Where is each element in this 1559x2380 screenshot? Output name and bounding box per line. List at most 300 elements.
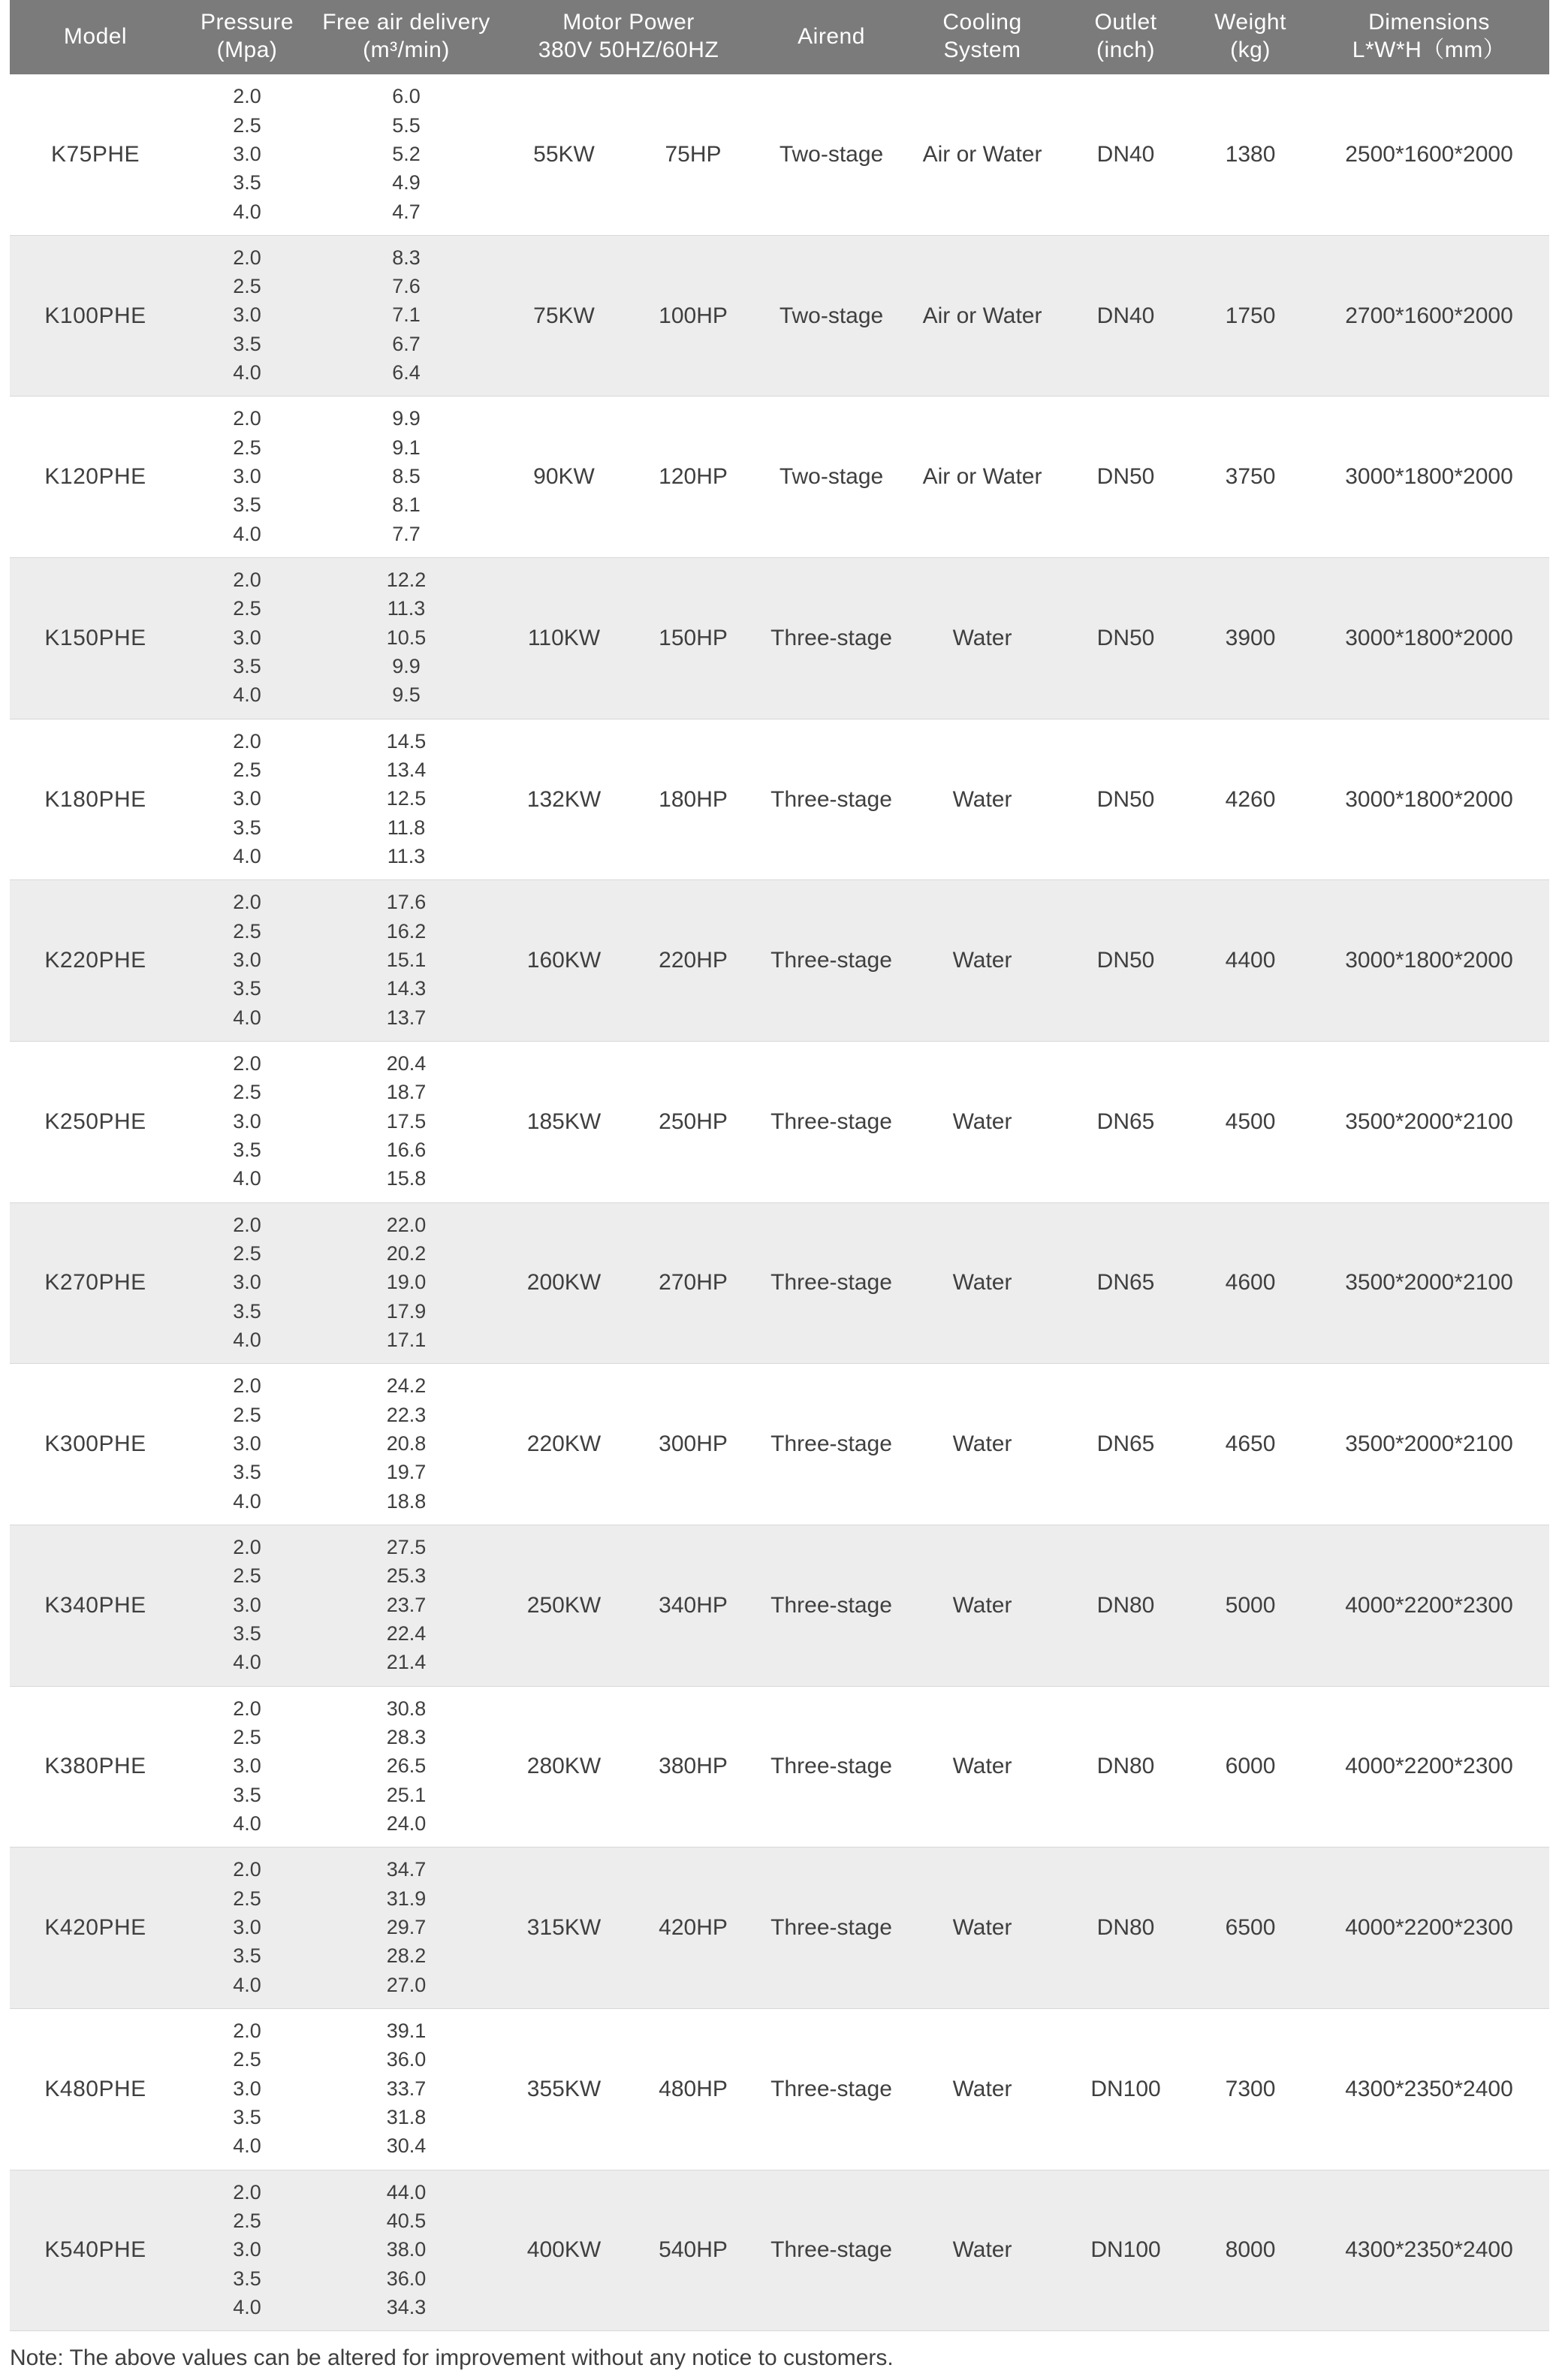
motor-hp-value: 75HP <box>665 142 722 167</box>
table-row <box>10 558 1549 719</box>
motor-kw-value: 160KW <box>526 948 602 973</box>
pressure-value: 3.0 <box>233 1593 261 1616</box>
motor-kw-cell <box>499 1686 629 1848</box>
motor-kw-value: 400KW <box>526 2237 602 2263</box>
pressure-value: 2.5 <box>233 2209 261 2232</box>
motor-kw-value: 185KW <box>526 1109 602 1134</box>
dimensions-value: 3000*1800*2000 <box>1345 786 1513 812</box>
flow-value: 30.8 <box>386 1697 427 1720</box>
motor-kw-cell <box>499 1848 629 2009</box>
flow-value: 8.1 <box>392 493 421 517</box>
pressure-value: 4.0 <box>233 1811 261 1835</box>
pressure-list <box>182 727 312 871</box>
flow-value: 26.5 <box>386 1754 427 1778</box>
flow-cell <box>313 558 499 719</box>
cooling-cell <box>905 1848 1060 2009</box>
pressure-cell <box>181 1686 313 1848</box>
weight-cell <box>1192 558 1309 719</box>
flow-value: 13.7 <box>386 1006 427 1029</box>
pressure-value: 2.5 <box>233 1887 261 1910</box>
pressure-value: 3.5 <box>233 1299 261 1323</box>
model-cell <box>10 1202 181 1364</box>
weight-value: 1750 <box>1225 303 1276 328</box>
pressure-value: 2.0 <box>233 2019 261 2042</box>
motor-hp-cell <box>629 1202 758 1364</box>
pressure-value: 2.0 <box>233 729 261 753</box>
dimensions-cell <box>1309 2008 1549 2170</box>
model-cell <box>10 1042 181 1203</box>
pressure-value: 4.0 <box>233 1489 261 1513</box>
pressure-list <box>182 888 312 1032</box>
flow-value: 6.0 <box>392 85 421 108</box>
pressure-value: 3.5 <box>233 1461 261 1484</box>
weight-value: 7300 <box>1225 2076 1276 2101</box>
pressure-cell <box>181 1364 313 1525</box>
weight-cell <box>1192 1202 1309 1364</box>
flow-value: 21.4 <box>386 1651 427 1674</box>
pressure-list <box>182 1694 312 1839</box>
model-value: K120PHE <box>44 464 146 490</box>
header-outlet-line1: Outlet <box>1094 10 1157 35</box>
dimensions-cell <box>1309 880 1549 1042</box>
cooling-value: Water <box>952 1431 1012 1457</box>
model-cell <box>10 1364 181 1525</box>
cooling-value: Water <box>952 625 1012 650</box>
dimensions-value: 3000*1800*2000 <box>1345 625 1513 650</box>
cooling-value: Water <box>952 948 1012 973</box>
motor-hp-value: 120HP <box>659 464 728 490</box>
cooling-cell <box>905 1202 1060 1364</box>
flow-value: 7.6 <box>392 275 421 298</box>
motor-hp-cell <box>629 1042 758 1203</box>
pressure-value: 3.5 <box>233 816 261 839</box>
dimensions-value: 3500*2000*2100 <box>1345 1431 1513 1457</box>
airend-cell <box>758 1364 905 1525</box>
flow-value: 4.7 <box>392 200 421 223</box>
header-row <box>10 0 1549 74</box>
flow-value: 31.8 <box>386 2105 427 2128</box>
flow-value: 22.0 <box>386 1213 427 1236</box>
outlet-cell <box>1060 1364 1192 1525</box>
model-cell <box>10 1686 181 1848</box>
pressure-value: 4.0 <box>233 683 261 707</box>
model-value: K250PHE <box>44 1109 146 1134</box>
pressure-value: 3.0 <box>233 1271 261 1294</box>
flow-cell <box>313 1042 499 1203</box>
airend-value: Three-stage <box>770 1592 892 1618</box>
flow-list <box>315 1855 498 1999</box>
motor-hp-value: 270HP <box>659 1270 728 1296</box>
flow-value: 9.9 <box>392 655 421 678</box>
model-cell <box>10 2170 181 2331</box>
pressure-value: 3.0 <box>233 303 261 327</box>
outlet-cell <box>1060 880 1192 1042</box>
header-pressure-line1: Pressure <box>200 10 294 35</box>
pressure-value: 3.0 <box>233 1431 261 1455</box>
motor-kw-value: 132KW <box>526 786 602 812</box>
flow-value: 5.2 <box>392 142 421 165</box>
cooling-value: Air or Water <box>922 142 1042 167</box>
weight-cell <box>1192 2008 1309 2170</box>
motor-hp-cell <box>629 235 758 397</box>
weight-value: 4260 <box>1225 786 1276 812</box>
pressure-cell <box>181 2008 313 2170</box>
table-row <box>10 235 1549 397</box>
dimensions-cell <box>1309 1525 1549 1686</box>
pressure-value: 2.5 <box>233 919 261 943</box>
pressure-value: 2.0 <box>233 2180 261 2204</box>
pressure-list <box>182 82 312 226</box>
dimensions-cell <box>1309 1686 1549 1848</box>
flow-list <box>315 2178 498 2322</box>
flow-cell <box>313 1525 499 1686</box>
pressure-value: 3.5 <box>233 1944 261 1968</box>
outlet-value: DN50 <box>1096 625 1155 650</box>
motor-hp-value: 480HP <box>659 2076 728 2101</box>
weight-value: 5000 <box>1225 1592 1276 1618</box>
flow-list <box>315 888 498 1032</box>
outlet-value: DN100 <box>1090 2076 1161 2101</box>
flow-value: 30.4 <box>386 2134 427 2158</box>
pressure-value: 2.5 <box>233 1725 261 1748</box>
flow-value: 23.7 <box>386 1593 427 1616</box>
pressure-value: 3.5 <box>233 655 261 678</box>
pressure-value: 2.0 <box>233 407 261 430</box>
model-value: K220PHE <box>44 948 146 973</box>
weight-value: 6000 <box>1225 1754 1276 1779</box>
header-flow-line1: Free air delivery <box>322 10 490 35</box>
flow-cell <box>313 1848 499 2009</box>
cooling-cell <box>905 235 1060 397</box>
header-pressure <box>181 0 313 74</box>
pressure-value: 2.5 <box>233 1081 261 1104</box>
cooling-value: Water <box>952 1592 1012 1618</box>
motor-kw-cell <box>499 2170 629 2331</box>
outlet-value: DN80 <box>1096 1592 1155 1618</box>
header-dimensions <box>1309 0 1549 74</box>
outlet-cell <box>1060 1848 1192 2009</box>
cooling-value: Air or Water <box>922 464 1042 490</box>
outlet-cell <box>1060 1525 1192 1686</box>
dimensions-value: 4000*2200*2300 <box>1345 1592 1513 1618</box>
model-cell <box>10 235 181 397</box>
motor-kw-value: 355KW <box>526 2076 602 2101</box>
dimensions-value: 2700*1600*2000 <box>1345 303 1513 328</box>
motor-kw-value: 200KW <box>526 1270 602 1296</box>
flow-value: 19.7 <box>386 1461 427 1484</box>
airend-value: Three-stage <box>770 2076 892 2101</box>
table-row <box>10 1525 1549 1686</box>
motor-hp-cell <box>629 719 758 880</box>
pressure-cell <box>181 2170 313 2331</box>
flow-cell <box>313 235 499 397</box>
outlet-value: DN50 <box>1096 948 1155 973</box>
flow-value: 13.4 <box>386 759 427 782</box>
flow-value: 27.0 <box>386 1973 427 1996</box>
pressure-list <box>182 243 312 388</box>
flow-value: 28.2 <box>386 1944 427 1968</box>
outlet-cell <box>1060 558 1192 719</box>
flow-value: 6.7 <box>392 332 421 355</box>
dimensions-value: 4300*2350*2400 <box>1345 2076 1513 2101</box>
cooling-value: Water <box>952 2237 1012 2263</box>
specification-table <box>10 0 1549 2331</box>
flow-value: 9.9 <box>392 407 421 430</box>
pressure-cell <box>181 1042 313 1203</box>
outlet-value: DN65 <box>1096 1431 1155 1457</box>
table-row <box>10 2008 1549 2170</box>
pressure-value: 2.0 <box>233 891 261 914</box>
pressure-value: 3.0 <box>233 2238 261 2261</box>
weight-cell <box>1192 1364 1309 1525</box>
pressure-value: 2.5 <box>233 275 261 298</box>
weight-cell <box>1192 880 1309 1042</box>
model-value: K300PHE <box>44 1431 146 1457</box>
weight-cell <box>1192 397 1309 558</box>
motor-hp-value: 540HP <box>659 2237 728 2263</box>
motor-kw-cell <box>499 2008 629 2170</box>
table-row <box>10 2170 1549 2331</box>
flow-value: 25.1 <box>386 1783 427 1806</box>
model-value: K180PHE <box>44 786 146 812</box>
header-pressure-line2: (Mpa) <box>216 37 278 62</box>
flow-list <box>315 1371 498 1516</box>
flow-cell <box>313 1202 499 1364</box>
pressure-value: 2.0 <box>233 569 261 592</box>
flow-value: 5.5 <box>392 113 421 137</box>
table-row <box>10 1042 1549 1203</box>
weight-value: 4600 <box>1225 1270 1276 1296</box>
pressure-value: 3.0 <box>233 1915 261 1938</box>
airend-cell <box>758 2170 905 2331</box>
dimensions-cell <box>1309 74 1549 235</box>
airend-value: Three-stage <box>770 948 892 973</box>
model-cell <box>10 397 181 558</box>
weight-cell <box>1192 1525 1309 1686</box>
flow-value: 40.5 <box>386 2209 427 2232</box>
pressure-value: 3.0 <box>233 787 261 810</box>
cooling-cell <box>905 880 1060 1042</box>
weight-value: 3900 <box>1225 625 1276 650</box>
pressure-value: 2.0 <box>233 1697 261 1720</box>
weight-cell <box>1192 74 1309 235</box>
table-row <box>10 1686 1549 1848</box>
dimensions-value: 3500*2000*2100 <box>1345 1109 1513 1134</box>
model-value: K420PHE <box>44 1915 146 1941</box>
outlet-cell <box>1060 1686 1192 1848</box>
model-value: K340PHE <box>44 1592 146 1618</box>
airend-value: Three-stage <box>770 786 892 812</box>
footnote: Note: The above values can be altered for improvement without any notice to customers. <box>10 2345 894 2371</box>
outlet-cell <box>1060 1042 1192 1203</box>
flow-cell <box>313 397 499 558</box>
pressure-cell <box>181 1202 313 1364</box>
pressure-cell <box>181 397 313 558</box>
cooling-cell <box>905 558 1060 719</box>
motor-hp-cell <box>629 2170 758 2331</box>
flow-cell <box>313 2170 499 2331</box>
pressure-value: 3.5 <box>233 1621 261 1645</box>
pressure-value: 3.5 <box>233 977 261 1000</box>
cooling-cell <box>905 2008 1060 2170</box>
dimensions-cell <box>1309 235 1549 397</box>
cooling-value: Water <box>952 1915 1012 1941</box>
motor-hp-value: 420HP <box>659 1915 728 1941</box>
motor-kw-value: 90KW <box>533 464 595 490</box>
pressure-value: 3.5 <box>233 493 261 517</box>
flow-value: 27.5 <box>386 1535 427 1558</box>
header-free-air-delivery <box>313 0 499 74</box>
weight-cell <box>1192 1686 1309 1848</box>
flow-list <box>315 1533 498 1677</box>
airend-value: Two-stage <box>779 464 884 490</box>
dimensions-cell <box>1309 397 1549 558</box>
flow-value: 14.5 <box>386 729 427 753</box>
airend-value: Three-stage <box>770 1915 892 1941</box>
pressure-value: 2.5 <box>233 436 261 459</box>
motor-hp-cell <box>629 2008 758 2170</box>
pressure-cell <box>181 235 313 397</box>
flow-list <box>315 1211 498 1355</box>
motor-hp-value: 340HP <box>659 1592 728 1618</box>
flow-list <box>315 1049 498 1193</box>
pressure-list <box>182 1049 312 1193</box>
motor-kw-cell <box>499 397 629 558</box>
airend-value: Two-stage <box>779 303 884 328</box>
motor-hp-value: 250HP <box>659 1109 728 1134</box>
header-motor-line2: 380V 50HZ/60HZ <box>538 37 719 62</box>
model-value: K380PHE <box>44 1754 146 1779</box>
pressure-list <box>182 2017 312 2161</box>
outlet-cell <box>1060 719 1192 880</box>
pressure-value: 3.5 <box>233 171 261 195</box>
weight-value: 4400 <box>1225 948 1276 973</box>
flow-value: 33.7 <box>386 2077 427 2100</box>
flow-value: 25.3 <box>386 1564 427 1588</box>
flow-value: 20.4 <box>386 1052 427 1075</box>
pressure-value: 4.0 <box>233 1006 261 1029</box>
pressure-value: 3.0 <box>233 949 261 972</box>
table-row <box>10 880 1549 1042</box>
pressure-value: 3.0 <box>233 626 261 649</box>
airend-cell <box>758 1525 905 1686</box>
weight-cell <box>1192 2170 1309 2331</box>
header-flow-line2: (m³/min) <box>363 37 450 62</box>
pressure-cell <box>181 880 313 1042</box>
flow-value: 7.1 <box>392 303 421 327</box>
table-row <box>10 74 1549 235</box>
header-airend <box>758 0 905 74</box>
pressure-value: 2.5 <box>233 1242 261 1265</box>
flow-value: 17.6 <box>386 891 427 914</box>
motor-hp-value: 300HP <box>659 1431 728 1457</box>
cooling-cell <box>905 2170 1060 2331</box>
model-cell <box>10 74 181 235</box>
outlet-cell <box>1060 397 1192 558</box>
weight-value: 1380 <box>1225 142 1276 167</box>
motor-kw-value: 110KW <box>527 625 601 650</box>
pressure-value: 4.0 <box>233 361 261 385</box>
outlet-value: DN100 <box>1090 2237 1161 2263</box>
airend-cell <box>758 74 905 235</box>
flow-list <box>315 404 498 548</box>
weight-cell <box>1192 235 1309 397</box>
flow-value: 7.7 <box>392 522 421 545</box>
weight-cell <box>1192 719 1309 880</box>
motor-hp-cell <box>629 1364 758 1525</box>
motor-hp-cell <box>629 1848 758 2009</box>
model-cell <box>10 558 181 719</box>
flow-value: 16.2 <box>386 919 427 943</box>
model-cell <box>10 1525 181 1686</box>
pressure-list <box>182 1855 312 1999</box>
flow-cell <box>313 2008 499 2170</box>
airend-cell <box>758 1202 905 1364</box>
motor-hp-value: 180HP <box>659 786 728 812</box>
airend-value: Three-stage <box>770 1431 892 1457</box>
pressure-list <box>182 566 312 710</box>
motor-kw-cell <box>499 1364 629 1525</box>
model-cell <box>10 880 181 1042</box>
flow-value: 15.8 <box>386 1167 427 1190</box>
motor-kw-value: 250KW <box>526 1592 602 1618</box>
outlet-cell <box>1060 1202 1192 1364</box>
outlet-value: DN80 <box>1096 1915 1155 1941</box>
model-value: K480PHE <box>44 2076 146 2101</box>
airend-cell <box>758 558 905 719</box>
flow-cell <box>313 719 499 880</box>
motor-hp-cell <box>629 397 758 558</box>
model-value: K540PHE <box>44 2237 146 2263</box>
pressure-value: 2.0 <box>233 1858 261 1881</box>
motor-kw-value: 55KW <box>533 142 595 167</box>
flow-value: 36.0 <box>386 2267 427 2290</box>
outlet-cell <box>1060 2170 1192 2331</box>
flow-value: 22.3 <box>386 1403 427 1426</box>
motor-kw-cell <box>499 558 629 719</box>
flow-value: 15.1 <box>386 949 427 972</box>
flow-value: 19.0 <box>386 1271 427 1294</box>
cooling-cell <box>905 397 1060 558</box>
model-value: K270PHE <box>44 1270 146 1296</box>
pressure-value: 3.5 <box>233 1783 261 1806</box>
pressure-value: 3.5 <box>233 2105 261 2128</box>
header-weight-line1: Weight <box>1214 10 1286 35</box>
dimensions-cell <box>1309 1848 1549 2009</box>
airend-value: Three-stage <box>770 1270 892 1296</box>
flow-value: 11.8 <box>387 816 426 839</box>
pressure-value: 4.0 <box>233 1973 261 1996</box>
motor-kw-cell <box>499 880 629 1042</box>
airend-value: Three-stage <box>770 2237 892 2263</box>
airend-cell <box>758 1686 905 1848</box>
weight-value: 4500 <box>1225 1109 1276 1134</box>
flow-value: 36.0 <box>386 2048 427 2071</box>
flow-cell <box>313 1686 499 1848</box>
table-row <box>10 719 1549 880</box>
airend-cell <box>758 2008 905 2170</box>
flow-value: 18.7 <box>386 1081 427 1104</box>
dimensions-value: 4000*2200*2300 <box>1345 1915 1513 1941</box>
table-header <box>10 0 1549 74</box>
weight-cell <box>1192 1848 1309 2009</box>
cooling-value: Water <box>952 786 1012 812</box>
flow-list <box>315 243 498 388</box>
pressure-value: 4.0 <box>233 1167 261 1190</box>
pressure-value: 2.0 <box>233 1535 261 1558</box>
motor-kw-cell <box>499 235 629 397</box>
pressure-value: 3.5 <box>233 1139 261 1162</box>
